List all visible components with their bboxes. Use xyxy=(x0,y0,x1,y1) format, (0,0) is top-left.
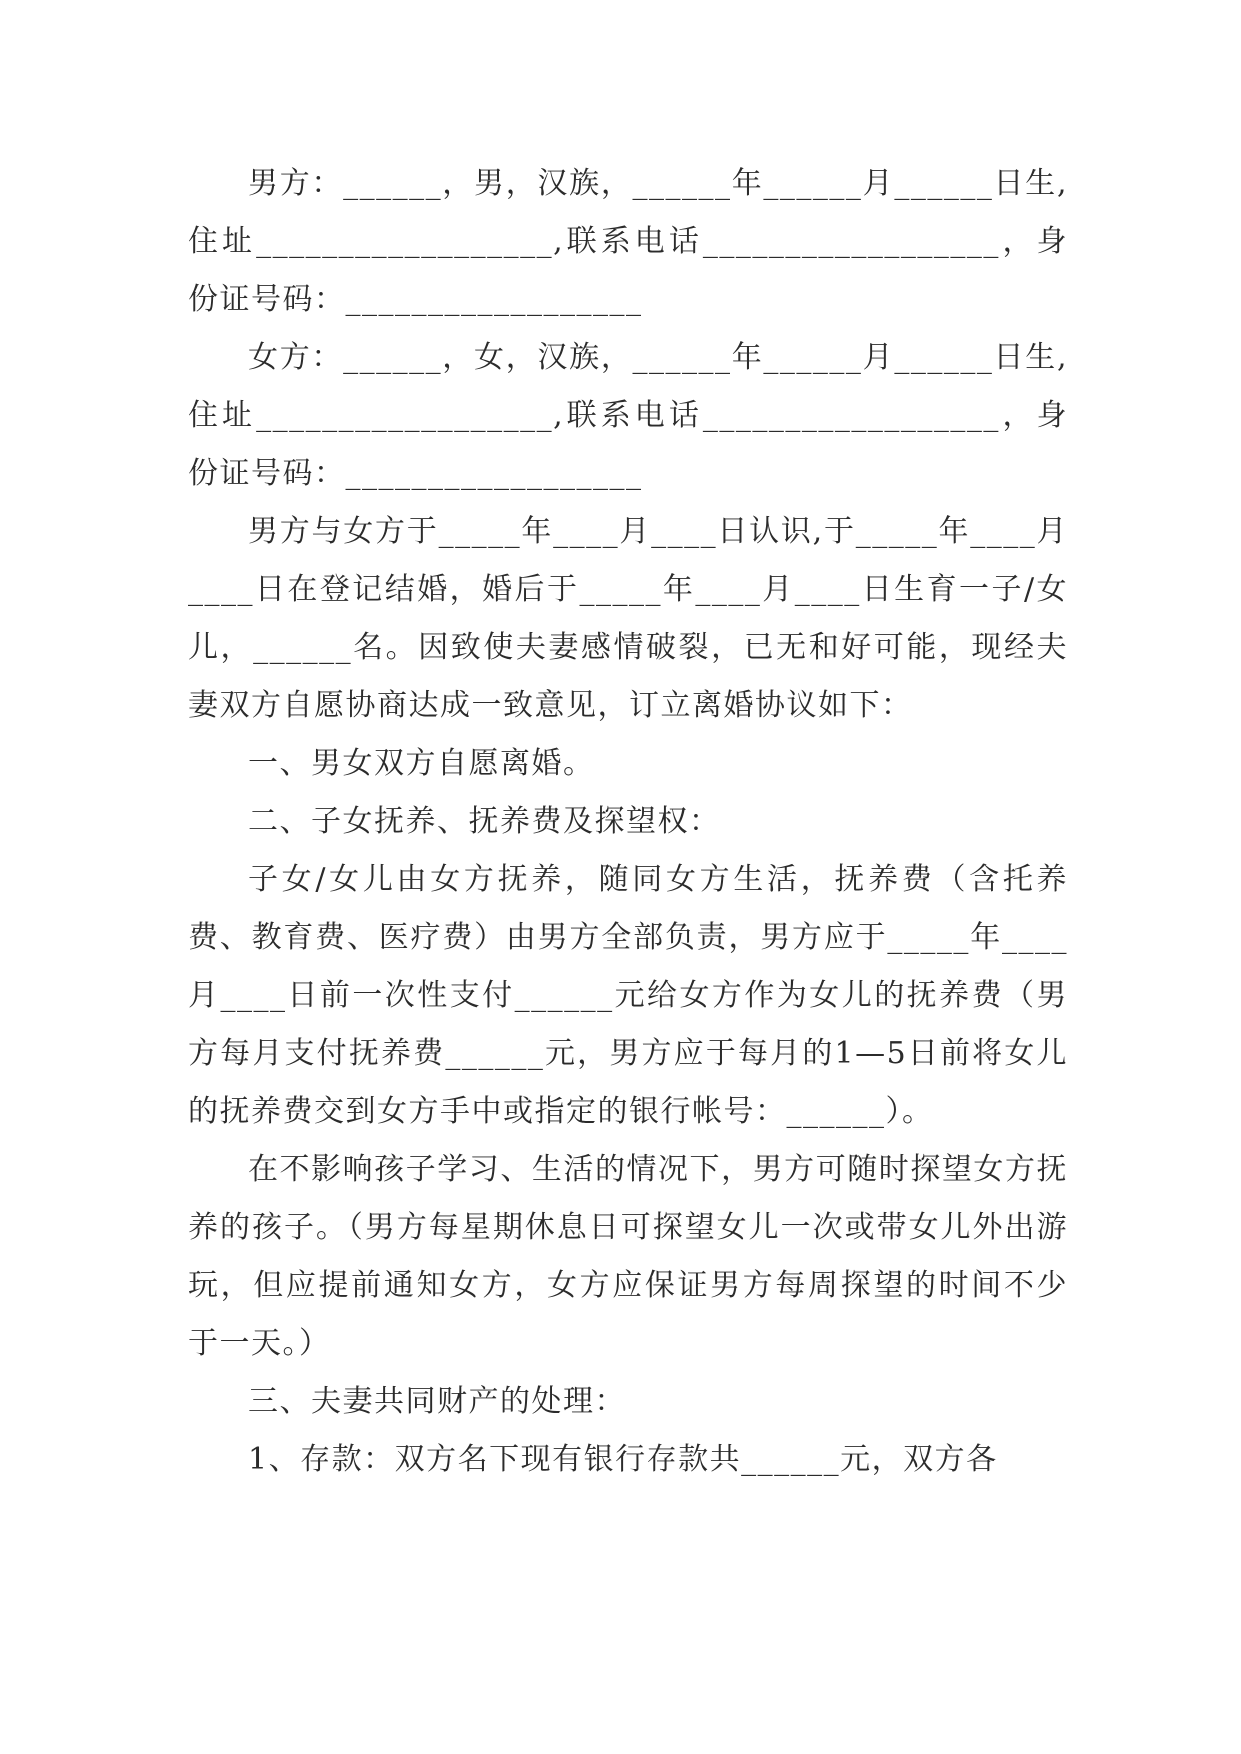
clause-one-heading: 一、男女双方自愿离婚。 xyxy=(248,746,595,781)
clause-three-heading: 三、夫妻共同财产的处理： xyxy=(248,1384,626,1419)
clause-two-heading: 二、子女抚养、抚养费及探望权： xyxy=(248,804,721,839)
deposit-paragraph: 1、存款：双方名下现有银行存款共______元，双方各 xyxy=(248,1442,998,1477)
female-party-paragraph: 女方：______，女，汉族，______年______月______日生,住址__________________,联系电话__________________，身份证号码：__________________ xyxy=(188,340,1068,491)
visitation-paragraph: 在不影响孩子学习、生活的情况下，男方可随时探望女方抚养的孩子。（男方每星期休息日可探望女儿一次或带女儿外出游玩，但应提前通知女方，女方应保证男方每周探望的时间不少于一天。） xyxy=(188,1152,1068,1361)
agreement-body xyxy=(188,155,1068,1489)
marriage-history-paragraph: 男方与女方于_____年____月____日认识,于_____年____月____日在登记结婚，婚后于_____年____月____日生育一子/女儿，______名。因致使夫妻感情破裂，已无和好可能，现经夫妻双方自愿协商达成一致意见，订立离婚协议如下： xyxy=(188,514,1068,723)
male-party-paragraph: 男方：______，男，汉族，______年______月______日生,住址__________________,联系电话__________________，身份证号码：__________________ xyxy=(188,166,1068,317)
child-support-paragraph: 子女/女儿由女方抚养，随同女方生活，抚养费（含托养费、教育费、医疗费）由男方全部负责，男方应于_____年____月____日前一次性支付______元给女方作为女儿的抚养费（男方每月支付抚养费______元，男方应于每月的1—5日前将女儿的抚养费交到女方手中或指定的银行帐号：______）。 xyxy=(188,862,1068,1129)
